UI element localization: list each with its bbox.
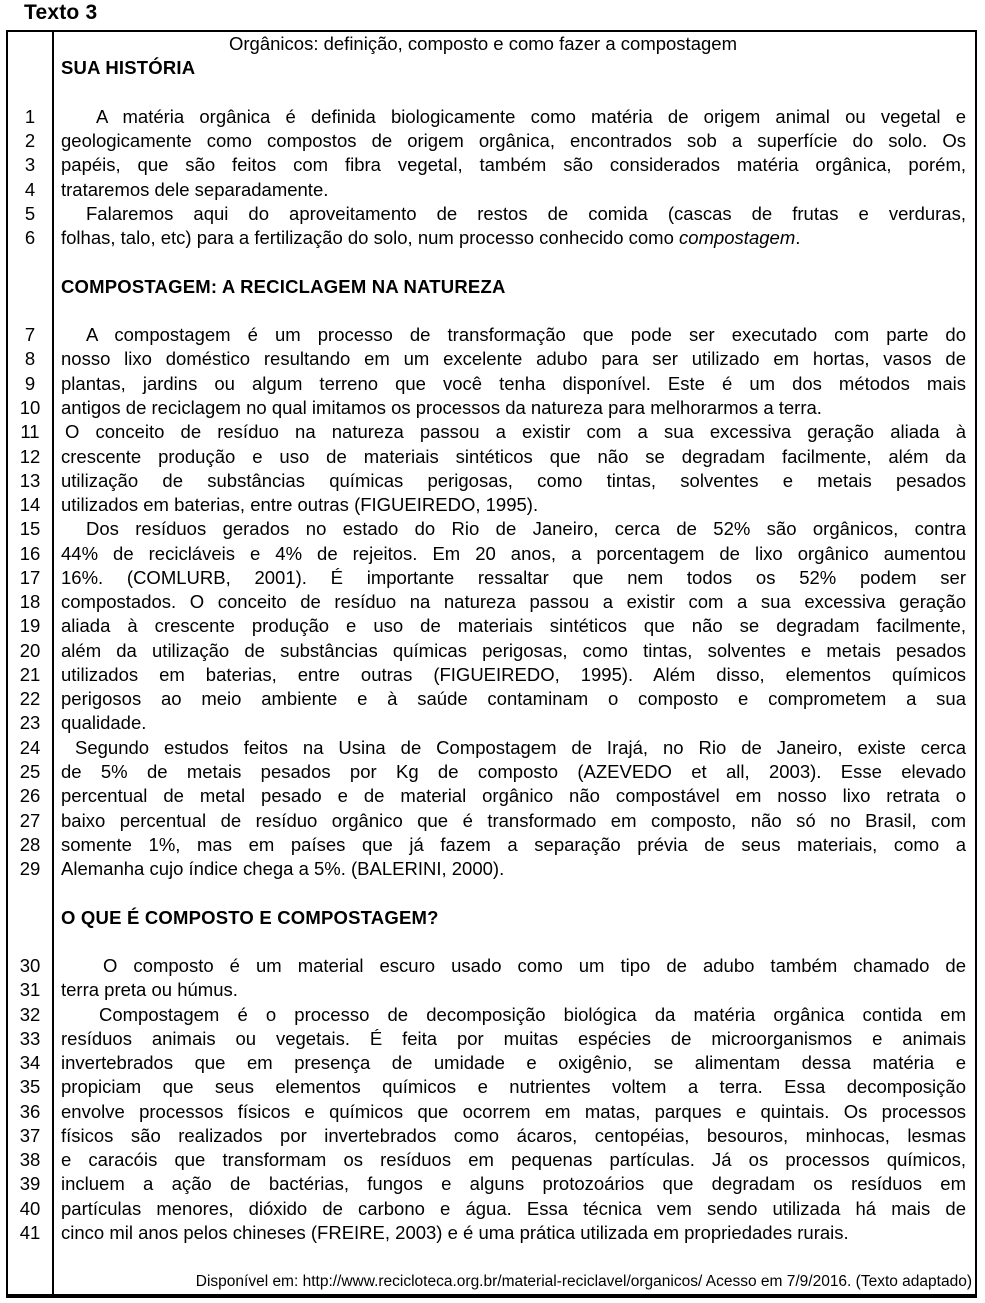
line-number: 23 (19, 712, 41, 734)
text-line-row (8, 226, 975, 250)
line-number: 33 (19, 1027, 41, 1049)
line-text: propiciam que seus elementos químicos e nutrientes voltem a terra. Essa decomposição (61, 1076, 966, 1098)
line-number (8, 250, 52, 274)
line-text: qualidade. (61, 712, 147, 734)
line-text: somente 1%, mas em países que já fazem a separação prévia de seus materiais, como a (61, 833, 966, 855)
line-text: Compostagem é o processo de decomposição biológica da matéria orgânica contida em (99, 1003, 966, 1025)
line-number: 38 (19, 1149, 41, 1171)
line-text (52, 299, 975, 323)
line-text: cinco mil anos pelos chineses (FREIRE, 2003) e é uma prática utilizada em propriedades rurais. (61, 1222, 849, 1244)
line-text: envolve processos físicos e químicos que ocorrem em matas, parques e quintais. Os processos (61, 1100, 966, 1122)
text-line-row (8, 760, 975, 784)
line-text: geologicamente como compostos de origem orgânica, encontrados sob a superfície do solo. Os (61, 130, 966, 152)
line-number: 12 (19, 445, 41, 467)
line-text: perigosos ao meio ambiente e à saúde contaminam o composto e comprometem a sua (61, 688, 966, 710)
line-number: 18 (19, 591, 41, 613)
line-number: 16 (19, 542, 41, 564)
text-line-row (8, 833, 975, 857)
text-line-row (8, 517, 975, 541)
text-line-row (8, 954, 975, 978)
line-number: 13 (19, 469, 41, 491)
line-text: utilização de substâncias químicas perigosas, como tintas, solventes e metais pesados (61, 469, 966, 491)
section-heading-row (8, 275, 975, 299)
line-text: aliada à crescente produção e uso de materiais sintéticos que não se degradam facilmente, (61, 615, 966, 637)
text-line-row (8, 663, 975, 687)
source-citation: Disponível em: http://www.recicloteca.org.br/material-reciclavel/organicos/ Acesso em 7/9/2016. (Texto adaptado) (195, 1272, 972, 1290)
line-number (8, 56, 52, 80)
blank-row (8, 299, 975, 323)
text-line-row (8, 1148, 975, 1172)
line-number: 17 (19, 566, 41, 588)
line-number: 28 (19, 833, 41, 855)
line-text: A matéria orgânica é definida biologicamente como matéria de origem animal ou vegetal e (96, 105, 966, 127)
line-text: folhas, talo, etc) para a fertilização do solo, num processo conhecido como compostagem. (61, 227, 801, 249)
line-number: 21 (19, 663, 41, 685)
blank-row (8, 930, 975, 954)
line-number: 15 (19, 518, 41, 540)
line-number (8, 881, 52, 905)
line-text: percentual de metal pesado e de material orgânico não compostável em nosso lixo retrata o (61, 785, 966, 807)
line-text: invertebrados que em presença de umidade e oxigênio, se alimentam dessa matéria e (61, 1052, 966, 1074)
line-text (52, 1245, 975, 1269)
text-line-row (8, 978, 975, 1002)
line-number: 35 (19, 1076, 41, 1098)
text-line-row (8, 202, 975, 226)
line-text (52, 250, 975, 274)
text-line-row (8, 1172, 975, 1196)
text-line-row (8, 129, 975, 153)
text-line-row (8, 1124, 975, 1148)
line-number: 32 (19, 1003, 41, 1025)
line-number: 22 (19, 688, 41, 710)
line-number: 20 (19, 639, 41, 661)
line-text: A compostagem é um processo de transformação que pode ser executado com parte do (86, 324, 966, 346)
line-number: 8 (24, 348, 36, 370)
text-line-row (8, 1075, 975, 1099)
line-text: papéis, que são feitos com fibra vegetal, também são considerados matéria orgânica, porém, (61, 154, 966, 176)
line-number (8, 930, 52, 954)
text-line-row (8, 153, 975, 177)
line-number: 11 (20, 421, 40, 443)
line-text: e caracóis que transformam os resíduos em pequenas partículas. Já os processos químicos, (61, 1149, 966, 1171)
line-number: 26 (19, 785, 41, 807)
line-number: 5 (24, 202, 36, 224)
line-number: 37 (19, 1124, 41, 1146)
line-text (52, 81, 975, 105)
line-text: Alemanha cujo índice chega a 5%. (BALERINI, 2000). (61, 858, 505, 880)
text-line-row (8, 590, 975, 614)
blank-row (8, 81, 975, 105)
line-number-divider (52, 32, 54, 1294)
line-number: 25 (19, 760, 41, 782)
text-line-row (8, 445, 975, 469)
line-text: incluem a ação de bactérias, fungos e alguns protozoários que degradam os resíduos em (61, 1173, 966, 1195)
line-number: 39 (19, 1173, 41, 1195)
line-text: de 5% de metais pesados por Kg de composto (AZEVEDO et all, 2003). Esse elevado (61, 760, 966, 782)
line-text: baixo percentual de resíduo orgânico que é transformado em composto, não só no Brasil, com (61, 809, 966, 831)
line-number: 14 (19, 494, 41, 516)
section-heading-row (8, 906, 975, 930)
line-number: 10 (19, 396, 41, 418)
document-title: Orgânicos: definição, composto e como fazer a compostagem (229, 33, 737, 54)
text-box (6, 30, 977, 1298)
line-number: 6 (24, 227, 36, 249)
line-number: 29 (19, 858, 41, 880)
line-number: 24 (19, 736, 41, 758)
line-number (8, 1270, 52, 1294)
line-text: O conceito de resíduo na natureza passou a existir com a sua excessiva geração aliada à (65, 421, 966, 443)
line-text: 44% de recicláveis e 4% de rejeitos. Em 20 anos, a porcentagem de lixo orgânico aumentou (61, 542, 966, 564)
line-number (8, 1245, 52, 1269)
text-body (8, 32, 975, 1294)
line-number: 41 (19, 1222, 41, 1244)
line-text: O composto é um material escuro usado como um tipo de adubo também chamado de (103, 955, 966, 977)
text-line-row (8, 469, 975, 493)
text-line-row (8, 372, 975, 396)
page-title: Texto 3 (24, 1, 98, 24)
section-heading: COMPOSTAGEM: A RECICLAGEM NA NATUREZA (61, 275, 506, 297)
text-line-row (8, 396, 975, 420)
line-text (52, 881, 975, 905)
text-line-row (8, 1100, 975, 1124)
text-line-row (8, 323, 975, 347)
title-row (8, 32, 975, 56)
text-line-row (8, 809, 975, 833)
line-number: 3 (24, 154, 36, 176)
line-number: 34 (19, 1052, 41, 1074)
line-text: resíduos animais ou vegetais. É feita por muitas espécies de microorganismos e animais (61, 1027, 966, 1049)
line-text: utilizados em baterias, entre outras (FIGUEIREDO, 1995). Além disso, elementos químicos (61, 663, 966, 685)
line-text: crescente produção e uso de materiais sintéticos que não se degradam facilmente, além da (61, 445, 966, 467)
line-number: 2 (24, 130, 36, 152)
section-heading-row (8, 56, 975, 80)
text-line-row (8, 614, 975, 638)
text-line-row (8, 736, 975, 760)
line-number: 27 (19, 809, 41, 831)
text-line-row (8, 493, 975, 517)
text-line-row (8, 542, 975, 566)
text-line-row (8, 784, 975, 808)
text-line-row (8, 347, 975, 371)
line-text (52, 930, 975, 954)
text-line-row (8, 1003, 975, 1027)
line-number: 19 (19, 615, 41, 637)
line-number: 36 (19, 1100, 41, 1122)
section-heading: SUA HISTÓRIA (61, 57, 196, 79)
line-number: 4 (24, 178, 36, 200)
text-line-row (8, 711, 975, 735)
line-text: partículas menores, dióxido de carbono e água. Essa técnica vem sendo utilizada há mais de (61, 1197, 966, 1219)
text-line-row (8, 639, 975, 663)
line-number: 31 (19, 979, 41, 1001)
text-line-row (8, 105, 975, 129)
line-number: 30 (19, 955, 41, 977)
text-line-row (8, 857, 975, 881)
line-text: plantas, jardins ou algum terreno que você tenha disponível. Este é um dos métodos mais (61, 372, 966, 394)
line-text: nosso lixo doméstico resultando em um excelente adubo para ser utilizado em hortas, vasos de (61, 348, 966, 370)
line-text: além da utilização de substâncias químicas perigosas, como tintas, solventes e metais pesados (61, 639, 966, 661)
line-text: físicos são realizados por invertebrados como ácaros, centopéias, besouros, minhocas, lesmas (61, 1124, 966, 1146)
line-text: terra preta ou húmus. (61, 979, 238, 1001)
line-text: Falaremos aqui do aproveitamento de restos de comida (cascas de frutas e verduras, (86, 202, 966, 224)
line-text: Dos resíduos gerados no estado do Rio de Janeiro, cerca de 52% são orgânicos, contra (86, 518, 966, 540)
line-number (8, 81, 52, 105)
line-number: 7 (24, 324, 36, 346)
text-line-row (8, 1221, 975, 1245)
line-text: trataremos dele separadamente. (61, 178, 329, 200)
text-line-row (8, 1051, 975, 1075)
text-line-row (8, 420, 975, 444)
line-number: 1 (24, 105, 36, 127)
blank-row (8, 1245, 975, 1269)
text-line-row (8, 566, 975, 590)
line-text: Segundo estudos feitos na Usina de Compostagem de Irajá, no Rio de Janeiro, existe cerca (75, 736, 966, 758)
text-line-row (8, 1197, 975, 1221)
line-number: 40 (19, 1197, 41, 1219)
text-line-row (8, 1027, 975, 1051)
text-line-row (8, 178, 975, 202)
line-text: 16%. (COMLURB, 2001). É importante ressaltar que nem todos os 52% podem ser (61, 566, 966, 588)
line-text: antigos de reciclagem no qual imitamos os processos da natureza para melhorarmos a terra. (61, 396, 822, 418)
line-text: utilizados em baterias, entre outras (FIGUEIREDO, 1995). (61, 494, 539, 516)
line-number (8, 275, 52, 299)
line-number: 9 (24, 372, 36, 394)
blank-row (8, 250, 975, 274)
line-number (8, 299, 52, 323)
section-heading: O QUE É COMPOSTO E COMPOSTAGEM? (61, 906, 439, 928)
source-row (8, 1270, 975, 1294)
blank-row (8, 881, 975, 905)
line-text: compostados. O conceito de resíduo na natureza passou a existir com a sua excessiva geração (61, 591, 966, 613)
line-number (8, 906, 52, 930)
text-line-row (8, 687, 975, 711)
